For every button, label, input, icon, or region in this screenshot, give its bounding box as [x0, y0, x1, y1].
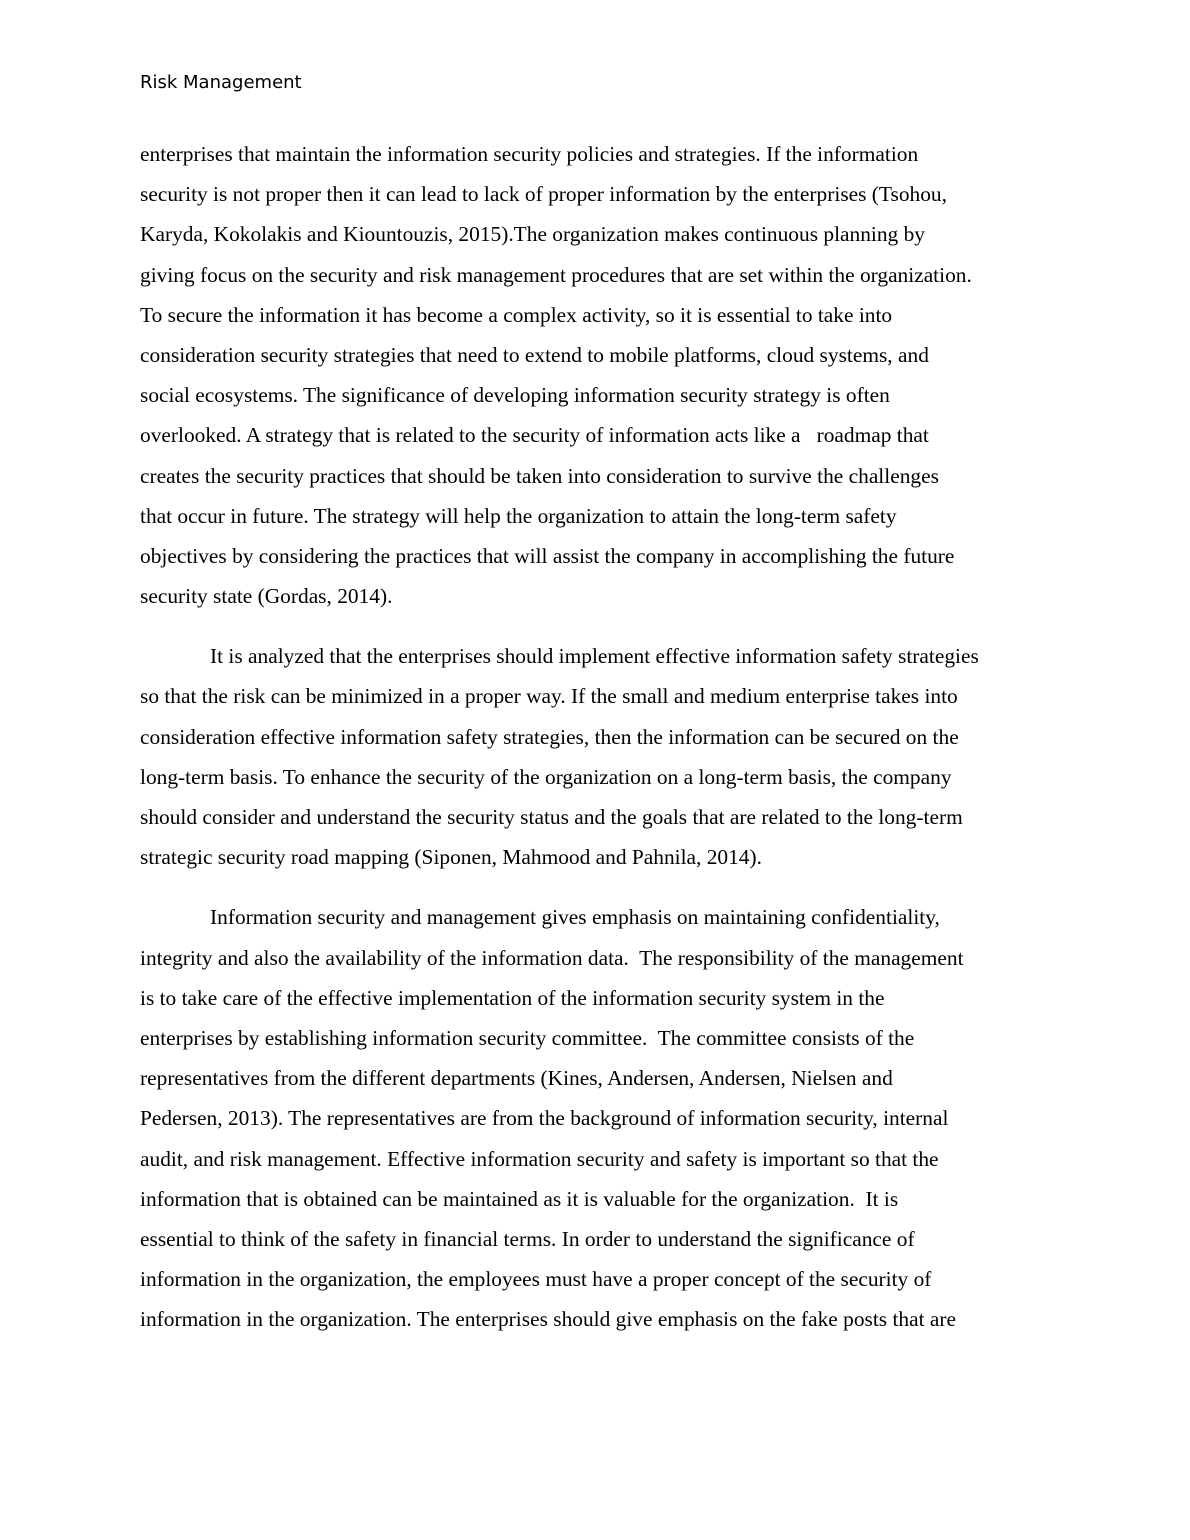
- text-line: that occur in future. The strategy will help the organization to attain the long-term safety: [140, 503, 897, 528]
- text-line: security is not proper then it can lead to lack of proper information by the enterprises (Tsohou,: [140, 182, 947, 207]
- text-line: information that is obtained can be maintained as it is valuable for the organization. It is: [140, 1186, 899, 1211]
- body-text: [140, 134, 1070, 1339]
- text-line: consideration effective information safety strategies, then the information can be secured on the: [140, 724, 959, 749]
- paragraph-3: [140, 897, 1070, 1339]
- paragraph-1: [140, 134, 1070, 616]
- text-line: long-term basis. To enhance the security of the organization on a long-term basis, the company: [140, 764, 952, 789]
- text-line: representatives from the different departments (Kines, Andersen, Andersen, Nielsen and: [140, 1066, 893, 1091]
- text-line: social ecosystems. The significance of developing information security strategy is often: [140, 383, 890, 408]
- text-line: security state (Gordas, 2014).: [140, 584, 393, 609]
- text-line: audit, and risk management. Effective information security and safety is important so that the: [140, 1146, 939, 1171]
- text-line: information in the organization, the employees must have a proper concept of the security of: [140, 1267, 932, 1292]
- text-line: creates the security practices that should be taken into consideration to survive the challenges: [140, 463, 939, 488]
- text-line: giving focus on the security and risk management procedures that are set within the organization.: [140, 262, 972, 287]
- paragraph-2: [140, 636, 1070, 877]
- text-line: Karyda, Kokolakis and Kiountouzis, 2015).The organization makes continuous planning by: [140, 222, 925, 247]
- text-line: essential to think of the safety in financial terms. In order to understand the significance of: [140, 1226, 915, 1251]
- text-line: It is analyzed that the enterprises should implement effective information safety strategies: [210, 644, 979, 669]
- text-line: strategic security road mapping (Siponen, Mahmood and Pahnila, 2014).: [140, 845, 762, 870]
- text-line: To secure the information it has become a complex activity, so it is essential to take into: [140, 302, 893, 327]
- text-line: consideration security strategies that need to extend to mobile platforms, cloud systems, and: [140, 342, 929, 367]
- text-line: should consider and understand the security status and the goals that are related to the long-term: [140, 805, 963, 829]
- paragraph-spacer: [140, 877, 1070, 897]
- running-head: Risk Management: [140, 72, 302, 93]
- text-line: Pedersen, 2013). The representatives are from the background of information security, internal: [140, 1106, 949, 1131]
- text-line: integrity and also the availability of the information data. The responsibility of the management: [140, 945, 964, 970]
- text-line: overlooked. A strategy that is related to the security of information acts like a roadmap that: [140, 423, 929, 448]
- paragraph-spacer: [140, 616, 1070, 636]
- text-line: so that the risk can be minimized in a proper way. If the small and medium enterprise takes into: [140, 684, 958, 709]
- text-line: enterprises by establishing information security committee. The committee consists of the: [140, 1025, 915, 1050]
- text-line: enterprises that maintain the information security policies and strategies. If the information: [140, 142, 919, 166]
- text-line: information in the organization. The enterprises should give emphasis on the fake posts that are: [140, 1307, 957, 1332]
- text-line: Information security and management gives emphasis on maintaining confidentiality,: [210, 905, 940, 930]
- text-line: objectives by considering the practices that will assist the company in accomplishing the future: [140, 543, 955, 568]
- text-line: is to take care of the effective implementation of the information security system in the: [140, 985, 885, 1010]
